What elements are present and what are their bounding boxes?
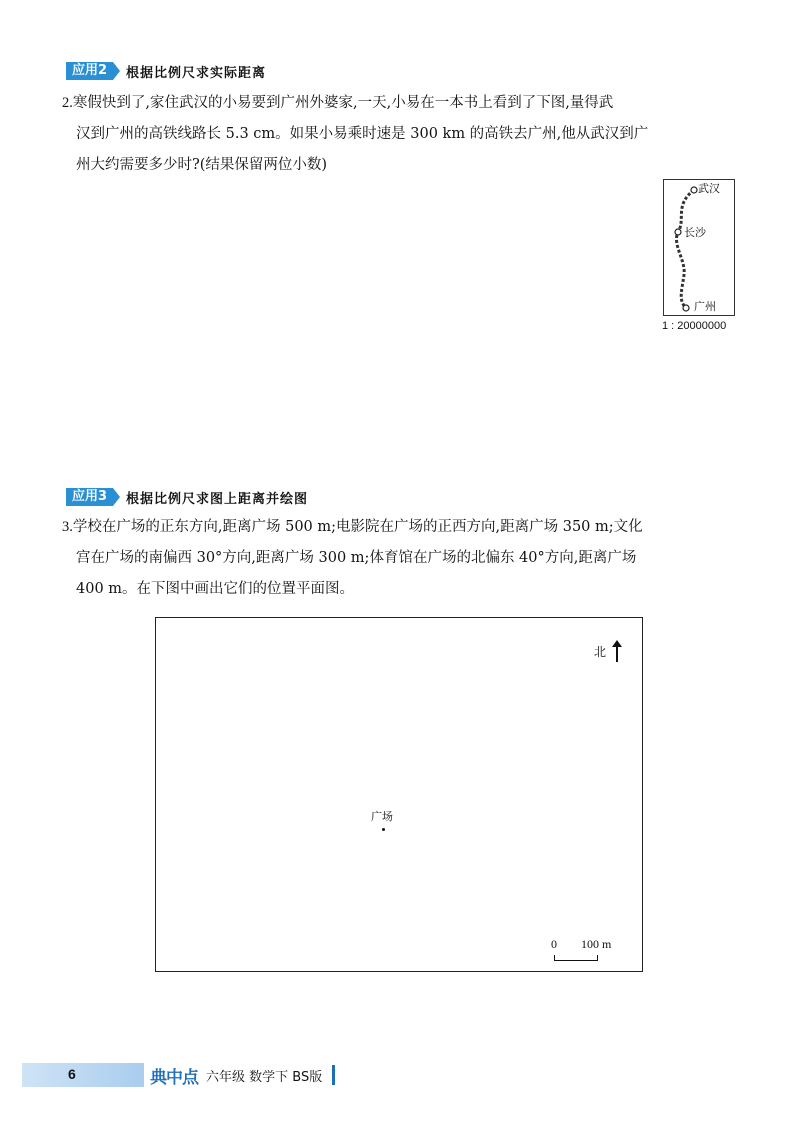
problem-3-line-3: 400 m。在下图中画出它们的位置平面图。 [76, 581, 355, 597]
brand-logo: 典中点 [150, 1067, 198, 1088]
north-arrow-icon [612, 640, 622, 662]
city-guangzhou: 广州 [694, 300, 716, 313]
city-changsha: 长沙 [684, 226, 706, 239]
tag-arrow-icon [113, 488, 120, 506]
problem-2-line-1: 寒假快到了,家住武汉的小易要到广州外婆家,一天,小易在一本书上看到了下图,量得武 [72, 95, 614, 111]
route-map [663, 179, 735, 316]
square-point [382, 828, 385, 831]
section-2-title: 根据比例尺求实际距离 [126, 65, 267, 81]
tag-arrow-icon [113, 62, 120, 80]
rail-route-line [664, 180, 736, 317]
north-indicator [594, 640, 622, 662]
section-3-title: 根据比例尺求图上距离并绘图 [126, 491, 309, 507]
footer-divider [332, 1065, 335, 1085]
scale-bar-value: 100 m [581, 937, 612, 951]
problem-2-number: 2. [62, 95, 73, 111]
page-number-bar [22, 1063, 144, 1087]
page-number: 6 [68, 1066, 76, 1082]
section-3-header [66, 488, 308, 506]
plan-drawing-area[interactable] [155, 617, 643, 972]
problem-3-line-2: 宫在广场的南偏西 30°方向,距离广场 300 m;体育馆在广场的北偏东 40°方向,距离广场 [76, 550, 637, 566]
problem-3-number: 3. [62, 519, 73, 535]
page-footer [22, 1062, 335, 1088]
book-title: 六年级 数学下 BS版 [206, 1069, 323, 1085]
scale-bar-zero: 0 [551, 937, 557, 951]
scale-bar-line [554, 955, 598, 961]
square-label: 广场 [371, 810, 393, 823]
problem-2 [62, 88, 752, 181]
section-3-tag: 应用3 [66, 488, 113, 506]
problem-3 [62, 512, 752, 605]
problem-2-line-3: 州大约需要多少时?(结果保留两位小数) [76, 157, 328, 173]
city-wuhan: 武汉 [698, 182, 720, 195]
section-2-header [66, 62, 266, 80]
north-label: 北 [593, 644, 606, 659]
problem-3-line-1: 学校在广场的正东方向,距离广场 500 m;电影院在广场的正西方向,距离广场 350 m;文化 [72, 519, 643, 535]
problem-2-line-2: 汉到广州的高铁线路长 5.3 cm。如果小易乘时速是 300 km 的高铁去广州,他从武汉到广 [76, 126, 649, 142]
section-2-tag: 应用2 [66, 62, 113, 80]
map-scale: 1 : 20000000 [662, 320, 727, 332]
